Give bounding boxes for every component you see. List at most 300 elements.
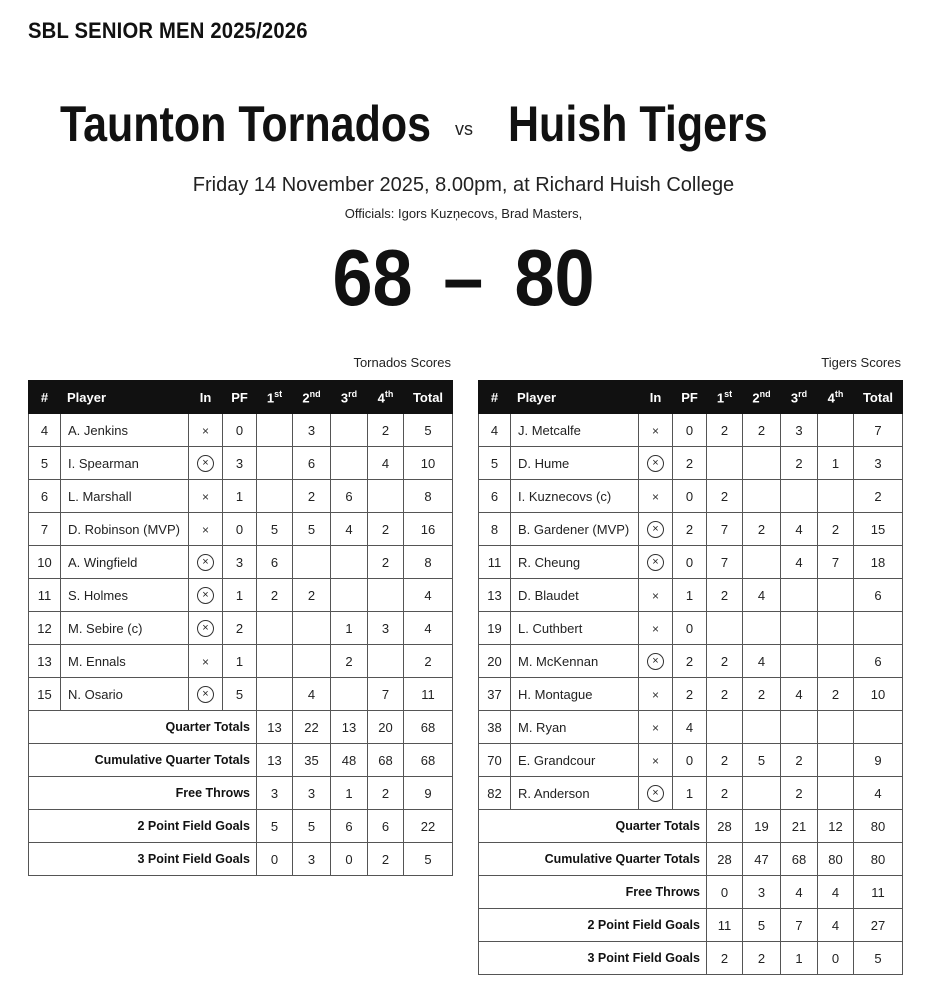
bench-x-icon: ×	[651, 588, 659, 603]
summary-quarter-1: 28	[707, 843, 743, 876]
quarter-4-points	[818, 645, 854, 678]
quarter-4-points: 2	[818, 678, 854, 711]
player-number: 4	[479, 414, 511, 447]
header-quarter-number: 2	[302, 390, 310, 406]
header-quarter-number: 3	[790, 390, 799, 406]
home-score: 68	[332, 233, 413, 322]
player-row	[479, 744, 903, 777]
player-row	[479, 777, 903, 810]
quarter-4-points: 1	[818, 447, 854, 480]
quarter-2-points: 2	[293, 579, 331, 612]
header-quarter-number: 1	[716, 390, 725, 406]
player-name: A. Jenkins	[61, 414, 189, 447]
quarter-2-points: 4	[293, 678, 331, 711]
starting-five-cell	[189, 447, 223, 480]
personal-fouls: 0	[223, 414, 257, 447]
summary-total: 11	[854, 876, 903, 909]
player-number: 20	[479, 645, 511, 678]
starting-five-cell	[189, 480, 223, 513]
quarter-1-points	[257, 414, 293, 447]
summary-quarter-3: 1	[781, 942, 818, 975]
personal-fouls: 2	[673, 645, 707, 678]
personal-fouls: 1	[223, 480, 257, 513]
player-name: M. Sebire (c)	[61, 612, 189, 645]
player-total-points: 18	[854, 546, 903, 579]
quarter-4-points: 2	[818, 513, 854, 546]
summary-row	[29, 744, 453, 777]
quarter-1-points	[257, 678, 293, 711]
player-name: D. Robinson (MVP)	[61, 513, 189, 546]
player-number: 37	[479, 678, 511, 711]
personal-fouls: 1	[223, 645, 257, 678]
quarter-1-points: 7	[707, 513, 743, 546]
quarter-2-points	[293, 612, 331, 645]
player-name: R. Cheung	[511, 546, 639, 579]
summary-quarter-4: 20	[368, 711, 404, 744]
summary-quarter-4: 12	[818, 810, 854, 843]
header-total: Total	[854, 381, 903, 414]
quarter-2-points: 6	[293, 447, 331, 480]
header-in: In	[189, 381, 223, 414]
player-number: 82	[479, 777, 511, 810]
home-score-table	[28, 380, 453, 876]
quarter-4-points	[818, 480, 854, 513]
starting-five-cell	[639, 414, 673, 447]
quarter-3-points: 4	[781, 678, 818, 711]
personal-fouls: 3	[223, 447, 257, 480]
starter-circled-x-icon: ×	[197, 455, 214, 472]
quarter-2-points	[743, 612, 781, 645]
player-number: 11	[479, 546, 511, 579]
quarter-4-points	[368, 480, 404, 513]
starting-five-cell	[189, 414, 223, 447]
quarter-4-points	[818, 414, 854, 447]
starter-circled-x-icon: ×	[197, 587, 214, 604]
personal-fouls: 2	[673, 513, 707, 546]
player-number: 10	[29, 546, 61, 579]
personal-fouls: 0	[673, 414, 707, 447]
quarter-4-points	[818, 612, 854, 645]
player-total-points: 4	[854, 777, 903, 810]
quarter-2-points	[743, 546, 781, 579]
away-score-table	[478, 380, 903, 975]
quarter-2-points	[743, 777, 781, 810]
player-row	[29, 414, 453, 447]
quarter-2-points: 4	[743, 579, 781, 612]
summary-quarter-2: 35	[293, 744, 331, 777]
starting-five-cell	[639, 480, 673, 513]
player-name: M. McKennan	[511, 645, 639, 678]
personal-fouls: 2	[673, 678, 707, 711]
player-name: A. Wingfield	[61, 546, 189, 579]
quarter-4-points: 7	[818, 546, 854, 579]
player-row	[29, 513, 453, 546]
summary-label: Quarter Totals	[29, 711, 257, 744]
starting-five-cell	[189, 612, 223, 645]
away-score: 80	[514, 233, 595, 322]
summary-label: 3 Point Field Goals	[479, 942, 707, 975]
player-number: 38	[479, 711, 511, 744]
player-row	[29, 579, 453, 612]
quarter-4-points: 4	[368, 447, 404, 480]
bench-x-icon: ×	[201, 522, 209, 537]
player-row	[479, 414, 903, 447]
summary-row	[479, 876, 903, 909]
starting-five-cell	[639, 513, 673, 546]
summary-quarter-4: 4	[818, 876, 854, 909]
header-in: In	[639, 381, 673, 414]
player-number: 19	[479, 612, 511, 645]
player-number: 7	[29, 513, 61, 546]
quarter-1-points	[257, 645, 293, 678]
summary-quarter-1: 13	[257, 744, 293, 777]
quarter-3-points	[331, 447, 368, 480]
summary-label: Cumulative Quarter Totals	[29, 744, 257, 777]
player-name: I. Spearman	[61, 447, 189, 480]
quarter-1-points	[257, 447, 293, 480]
quarter-4-points	[818, 711, 854, 744]
home-table-caption: Tornados Scores	[353, 355, 451, 370]
header-quarter-suffix: st	[274, 388, 283, 399]
officials-line: Officials: Igors Kuzņecovs, Brad Masters,	[344, 206, 583, 221]
player-total-points: 6	[854, 645, 903, 678]
header-quarter-3	[781, 381, 818, 414]
match-datetime-venue: Friday 14 November 2025, 8.00pm, at Richard Huish College	[192, 174, 735, 196]
quarter-3-points	[331, 414, 368, 447]
summary-row	[29, 843, 453, 876]
player-total-points: 7	[854, 414, 903, 447]
player-row	[479, 513, 903, 546]
header-total: Total	[404, 381, 453, 414]
quarter-3-points	[331, 678, 368, 711]
quarter-2-points	[293, 546, 331, 579]
summary-quarter-4: 2	[368, 777, 404, 810]
player-total-points: 2	[854, 480, 903, 513]
summary-quarter-4: 2	[368, 843, 404, 876]
bench-x-icon: ×	[651, 489, 659, 504]
player-name: E. Grandcour	[511, 744, 639, 777]
starting-five-cell	[189, 546, 223, 579]
header-fouls: PF	[673, 381, 707, 414]
header-quarter-suffix: th	[384, 388, 394, 399]
player-row	[29, 612, 453, 645]
header-quarter-suffix: rd	[348, 388, 358, 399]
quarter-1-points: 2	[707, 414, 743, 447]
header-quarter-suffix: rd	[798, 388, 808, 399]
starting-five-cell	[189, 579, 223, 612]
bench-x-icon: ×	[201, 489, 209, 504]
player-total-points	[854, 612, 903, 645]
header-quarter-1	[257, 381, 293, 414]
quarter-1-points: 2	[707, 678, 743, 711]
starting-five-cell	[639, 744, 673, 777]
quarter-2-points	[293, 645, 331, 678]
player-row	[479, 711, 903, 744]
summary-quarter-1: 0	[257, 843, 293, 876]
summary-quarter-2: 3	[293, 843, 331, 876]
player-row	[479, 678, 903, 711]
header-quarter-number: 1	[266, 390, 275, 406]
quarter-3-points: 4	[331, 513, 368, 546]
quarter-4-points: 3	[368, 612, 404, 645]
player-total-points: 10	[854, 678, 903, 711]
quarter-1-points	[707, 447, 743, 480]
header-quarter-1	[707, 381, 743, 414]
summary-quarter-3: 0	[331, 843, 368, 876]
summary-quarter-3: 13	[331, 711, 368, 744]
personal-fouls: 2	[673, 447, 707, 480]
player-number: 12	[29, 612, 61, 645]
quarter-1-points: 2	[707, 579, 743, 612]
player-total-points: 9	[854, 744, 903, 777]
summary-row	[479, 810, 903, 843]
player-total-points: 8	[404, 480, 453, 513]
summary-quarter-1: 11	[707, 909, 743, 942]
player-name: S. Holmes	[61, 579, 189, 612]
summary-total: 9	[404, 777, 453, 810]
player-total-points: 3	[854, 447, 903, 480]
player-total-points: 8	[404, 546, 453, 579]
summary-quarter-2: 5	[743, 909, 781, 942]
summary-quarter-3: 6	[331, 810, 368, 843]
header-fouls: PF	[223, 381, 257, 414]
summary-quarter-2: 22	[293, 711, 331, 744]
quarter-4-points: 7	[368, 678, 404, 711]
league-title: SBL SENIOR MEN 2025/2026	[28, 18, 308, 43]
player-total-points: 4	[404, 579, 453, 612]
player-total-points: 6	[854, 579, 903, 612]
player-number: 70	[479, 744, 511, 777]
quarter-2-points	[743, 480, 781, 513]
quarter-3-points	[331, 579, 368, 612]
quarter-3-points: 4	[781, 546, 818, 579]
personal-fouls: 1	[673, 579, 707, 612]
summary-quarter-3: 4	[781, 876, 818, 909]
bench-x-icon: ×	[651, 687, 659, 702]
bench-x-icon: ×	[651, 753, 659, 768]
quarter-2-points	[743, 447, 781, 480]
starter-circled-x-icon: ×	[647, 653, 664, 670]
header-quarter-number: 3	[340, 390, 349, 406]
summary-label: Free Throws	[29, 777, 257, 810]
quarter-2-points: 2	[743, 513, 781, 546]
summary-label: Cumulative Quarter Totals	[479, 843, 707, 876]
starting-five-cell	[189, 513, 223, 546]
quarter-2-points	[743, 711, 781, 744]
player-total-points: 16	[404, 513, 453, 546]
summary-quarter-4: 68	[368, 744, 404, 777]
quarter-3-points	[781, 612, 818, 645]
quarter-3-points	[781, 645, 818, 678]
summary-quarter-3: 7	[781, 909, 818, 942]
header-number: #	[479, 381, 511, 414]
quarter-4-points	[818, 777, 854, 810]
summary-label: 2 Point Field Goals	[479, 909, 707, 942]
quarter-3-points: 2	[781, 777, 818, 810]
personal-fouls: 0	[673, 612, 707, 645]
quarter-4-points	[368, 645, 404, 678]
header-quarter-suffix: nd	[759, 388, 771, 399]
summary-quarter-2: 3	[743, 876, 781, 909]
score-separator: –	[443, 233, 484, 322]
summary-row	[29, 777, 453, 810]
summary-total: 68	[404, 711, 453, 744]
player-name: L. Marshall	[61, 480, 189, 513]
player-name: M. Ryan	[511, 711, 639, 744]
quarter-3-points	[331, 546, 368, 579]
header-quarter-suffix: st	[724, 388, 733, 399]
player-row	[479, 480, 903, 513]
personal-fouls: 1	[223, 579, 257, 612]
versus-label: vs	[455, 119, 473, 139]
player-name: B. Gardener (MVP)	[511, 513, 639, 546]
quarter-1-points	[707, 711, 743, 744]
player-number: 4	[29, 414, 61, 447]
summary-label: 2 Point Field Goals	[29, 810, 257, 843]
quarter-3-points	[781, 579, 818, 612]
player-total-points: 5	[404, 414, 453, 447]
summary-row	[479, 843, 903, 876]
player-name: D. Hume	[511, 447, 639, 480]
quarter-4-points: 2	[368, 414, 404, 447]
header-quarter-2	[743, 381, 781, 414]
quarter-4-points	[818, 579, 854, 612]
starting-five-cell	[639, 612, 673, 645]
quarter-3-points: 3	[781, 414, 818, 447]
quarter-3-points: 2	[781, 744, 818, 777]
summary-total: 22	[404, 810, 453, 843]
header-quarter-number: 4	[377, 390, 385, 406]
player-name: I. Kuznecovs (c)	[511, 480, 639, 513]
starter-circled-x-icon: ×	[647, 785, 664, 802]
starting-five-cell	[639, 678, 673, 711]
player-number: 6	[29, 480, 61, 513]
header-number: #	[29, 381, 61, 414]
quarter-2-points: 2	[293, 480, 331, 513]
teams-header	[0, 95, 927, 165]
summary-quarter-4: 4	[818, 909, 854, 942]
player-row	[29, 480, 453, 513]
starting-five-cell	[639, 579, 673, 612]
personal-fouls: 0	[673, 546, 707, 579]
quarter-2-points: 3	[293, 414, 331, 447]
quarter-3-points: 1	[331, 612, 368, 645]
quarter-1-points: 6	[257, 546, 293, 579]
quarter-1-points	[257, 612, 293, 645]
quarter-4-points	[368, 579, 404, 612]
personal-fouls: 0	[673, 480, 707, 513]
summary-quarter-1: 0	[707, 876, 743, 909]
summary-quarter-2: 47	[743, 843, 781, 876]
starting-five-cell	[639, 777, 673, 810]
summary-total: 5	[854, 942, 903, 975]
home-team-name: Taunton Tornados	[60, 96, 432, 152]
summary-quarter-4: 6	[368, 810, 404, 843]
player-row	[29, 447, 453, 480]
quarter-1-points: 7	[707, 546, 743, 579]
bench-x-icon: ×	[201, 423, 209, 438]
player-number: 5	[479, 447, 511, 480]
player-row	[479, 579, 903, 612]
summary-label: 3 Point Field Goals	[29, 843, 257, 876]
quarter-4-points: 2	[368, 513, 404, 546]
summary-quarter-2: 2	[743, 942, 781, 975]
header-quarter-suffix: nd	[309, 388, 321, 399]
table-header-row	[29, 381, 453, 414]
summary-quarter-4: 0	[818, 942, 854, 975]
player-total-points: 11	[404, 678, 453, 711]
player-total-points: 10	[404, 447, 453, 480]
quarter-1-points	[707, 612, 743, 645]
bench-x-icon: ×	[651, 621, 659, 636]
header-quarter-suffix: th	[834, 388, 844, 399]
summary-total: 80	[854, 810, 903, 843]
player-number: 13	[29, 645, 61, 678]
player-row	[29, 645, 453, 678]
quarter-3-points: 2	[781, 447, 818, 480]
bench-x-icon: ×	[651, 423, 659, 438]
summary-total: 80	[854, 843, 903, 876]
personal-fouls: 5	[223, 678, 257, 711]
quarter-2-points: 2	[743, 414, 781, 447]
header-quarter-4	[368, 381, 404, 414]
summary-quarter-2: 3	[293, 777, 331, 810]
header-player: Player	[61, 381, 189, 414]
header-quarter-3	[331, 381, 368, 414]
player-name: H. Montague	[511, 678, 639, 711]
player-row	[29, 678, 453, 711]
player-total-points: 2	[404, 645, 453, 678]
player-row	[29, 546, 453, 579]
summary-quarter-2: 19	[743, 810, 781, 843]
summary-row	[29, 810, 453, 843]
summary-label: Free Throws	[479, 876, 707, 909]
summary-row	[479, 942, 903, 975]
player-number: 15	[29, 678, 61, 711]
player-name: M. Ennals	[61, 645, 189, 678]
starting-five-cell	[639, 645, 673, 678]
summary-quarter-3: 48	[331, 744, 368, 777]
header-player: Player	[511, 381, 639, 414]
starter-circled-x-icon: ×	[197, 686, 214, 703]
away-table-caption: Tigers Scores	[821, 355, 901, 370]
quarter-1-points: 2	[707, 744, 743, 777]
bench-x-icon: ×	[201, 654, 209, 669]
quarter-3-points: 4	[781, 513, 818, 546]
quarter-1-points: 2	[707, 777, 743, 810]
summary-total: 68	[404, 744, 453, 777]
player-total-points	[854, 711, 903, 744]
starter-circled-x-icon: ×	[647, 521, 664, 538]
quarter-1-points: 2	[707, 480, 743, 513]
player-name: N. Osario	[61, 678, 189, 711]
player-number: 13	[479, 579, 511, 612]
final-score	[0, 232, 927, 324]
quarter-1-points: 2	[257, 579, 293, 612]
quarter-4-points	[818, 744, 854, 777]
summary-total: 5	[404, 843, 453, 876]
quarter-2-points: 2	[743, 678, 781, 711]
personal-fouls: 0	[223, 513, 257, 546]
summary-total: 27	[854, 909, 903, 942]
starter-circled-x-icon: ×	[647, 554, 664, 571]
header-quarter-2	[293, 381, 331, 414]
personal-fouls: 2	[223, 612, 257, 645]
bench-x-icon: ×	[651, 720, 659, 735]
summary-quarter-3: 21	[781, 810, 818, 843]
quarter-3-points: 2	[331, 645, 368, 678]
quarter-1-points	[257, 480, 293, 513]
